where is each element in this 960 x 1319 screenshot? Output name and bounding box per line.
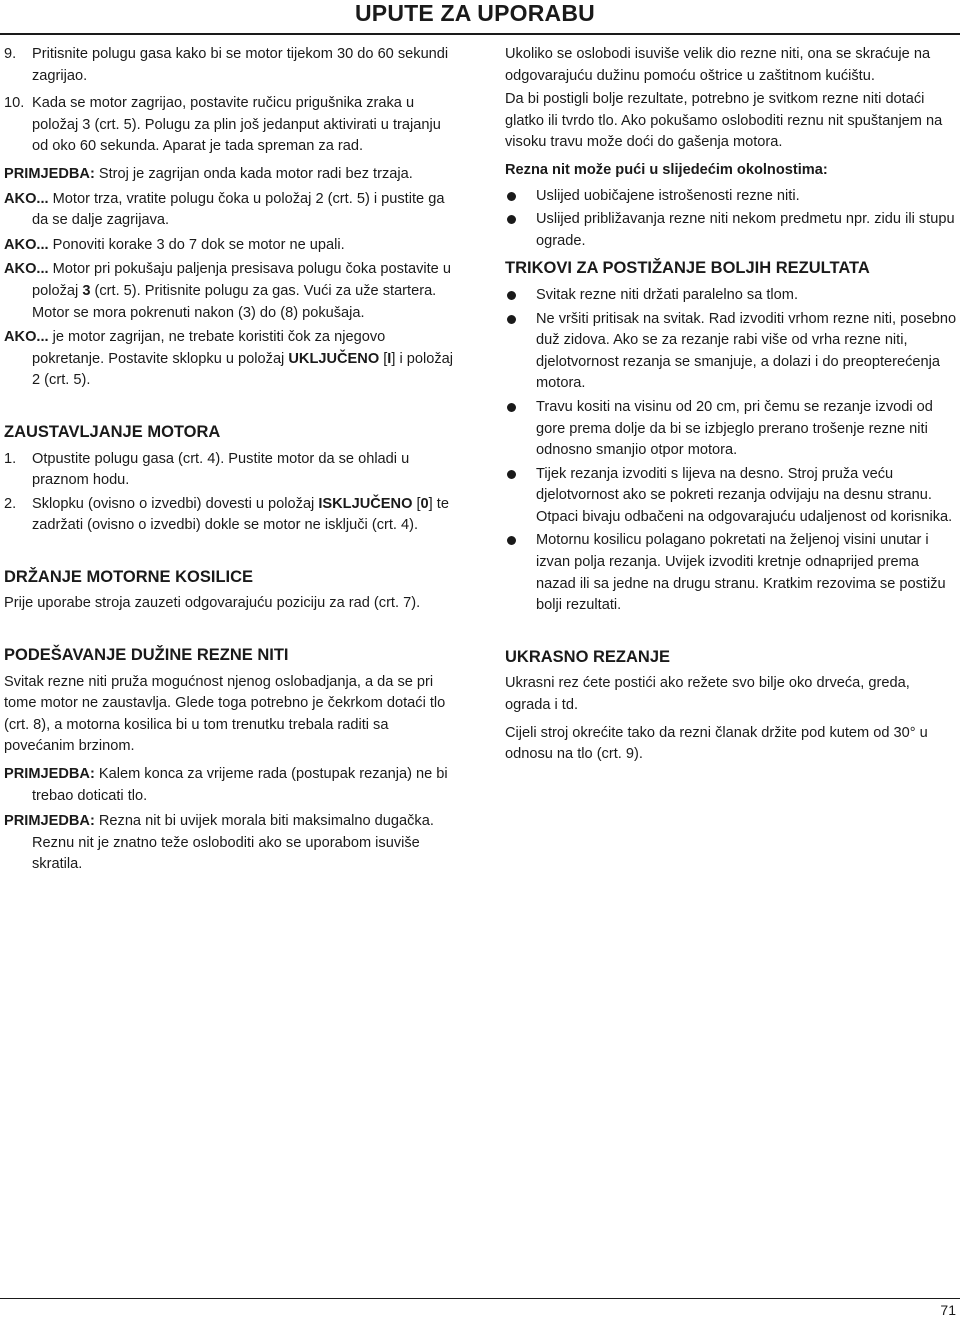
list-item — [505, 464, 957, 529]
list-item-text: Uslijed uobičajene istrošenosti rezne niti. — [536, 187, 800, 204]
list-item-text: Tijek rezanja izvoditi s lijeva na desno. Stroj pruža veću djelotvornost ako se pokreti rezanja odvijaju na desnu stranu. Otpaci bivaju odbačeni na odgovarajuću udaljenost od korisnika. — [536, 465, 953, 525]
bullet-icon — [507, 291, 516, 300]
note-warmed — [4, 164, 459, 186]
stop-step-1 — [4, 449, 459, 492]
ako-label: AKO... — [4, 261, 49, 278]
section-heading-stop: ZAUSTAVLJANJE MOTORA — [4, 422, 221, 441]
if-jerks — [4, 189, 459, 232]
if-warm — [4, 327, 459, 392]
ako-bold: UKLJUČENO — [288, 350, 380, 367]
section-heading-tips: TRIKOVI ZA POSTIŽANJE BOLJIH REZULTATA — [505, 259, 870, 278]
step-number: 10. — [4, 95, 25, 112]
if-not-start — [4, 235, 459, 257]
ako-bold: 3 — [82, 282, 91, 299]
header-divider — [0, 33, 960, 35]
ako-text: je motor zagrijan, ne trebate koristiti čok za njegovo pokretanje. Postavite sklopku u položaj — [32, 329, 386, 367]
step-9 — [4, 44, 459, 87]
list-item — [505, 397, 957, 462]
release-paragraph: Ukoliko se oslobodi isuviše velik dio rezne niti, ona se skraćuje na odgovarajuću dužinu pomoću oštrice u zaštitnom kućištu. — [505, 46, 931, 84]
deco-paragraph-1: Ukrasni rez ćete postići ako režete svo bilje oko drveća, greda, ograda i td. — [505, 675, 910, 714]
footer-divider — [0, 1298, 960, 1299]
step-text: Otpustite polugu gasa (crt. 4). Pustite motor da se ohladi u praznom hodu. — [32, 450, 410, 489]
section-heading-break: Rezna nit može pući u slijedećim okolnostima: — [505, 161, 828, 178]
ako-label: AKO... — [4, 190, 49, 207]
step-number: 1. — [4, 450, 17, 467]
adjust-note-1 — [4, 764, 459, 807]
list-item-text: Svitak rezne niti držati paralelno sa tlom. — [536, 286, 798, 303]
bullet-icon — [507, 470, 516, 479]
ako-text-3: ] i položaj 2 (crt. 5). — [32, 350, 453, 389]
page-number: 71 — [940, 1302, 956, 1318]
list-item-text: Uslijed približavanja rezne niti nekom predmetu npr. zidu ili stupu ograde. — [536, 211, 955, 249]
ako-label: AKO... — [4, 236, 49, 253]
right-column — [505, 44, 957, 768]
note-text: Rezna nit bi uvijek morala biti maksimalno dugačka. Reznu nit je znatno teže osloboditi ako se uporabom isuviše skratila. — [32, 813, 434, 873]
section-heading-deco: UKRASNO REZANJE — [505, 647, 671, 666]
ako-text: Motor pri pokušaju paljenja presisava polugu čoka postavite u položaj — [32, 261, 451, 299]
ako-text-2: (crt. 5). Pritisnite polugu za gas. Vući za uže startera. Motor se mora pokrenuti nakon (3) do (8) pokušaja. — [32, 282, 437, 321]
bullet-icon — [507, 215, 516, 224]
stop-step-2 — [4, 494, 459, 537]
step-text-2: [ — [412, 495, 421, 512]
deco-paragraph-2: Cijeli stroj okrećite tako da rezni članak držite pod kutem od 30° u odnosu na tlo (crt. 9). — [505, 724, 928, 763]
step-number: 9. — [4, 46, 17, 62]
list-item-text: Travu kositi na visinu od 20 cm, pri čemu se rezanje izvodi od gore prema dolje da bi se izbjeglo prerano trošenje rezne niti odnosno smanjio otpor motora. — [536, 398, 933, 459]
list-item-text: Ne vršiti pritisak na svitak. Rad izvoditi vrhom rezne niti, posebno duž zidova. Ako se za rezanje rabi više od vrha rezne niti, djelotvornost rezanja se smanjuje, a dolazi i do preopterećenja motora. — [536, 310, 957, 392]
step-10 — [4, 93, 459, 158]
tips-list — [505, 285, 957, 617]
section-heading-hold: DRŽANJE MOTORNE KOSILICE — [4, 567, 254, 586]
step-number: 2. — [4, 495, 17, 512]
step-text: Pritisnite polugu gasa kako bi se motor tijekom 30 do 60 sekundi zagrijao. — [32, 46, 449, 84]
step-text: Sklopku (ovisno o izvedbi) dovesti u položaj — [32, 495, 319, 512]
step-bold-2: 0 — [420, 495, 429, 512]
page-title: UPUTE ZA UPORABU — [354, 0, 595, 26]
ako-bold-2: I — [387, 350, 392, 367]
bullet-icon — [507, 403, 516, 412]
note-label: PRIMJEDBA: — [4, 165, 95, 182]
break-list — [505, 186, 957, 253]
adjust-text: Svitak rezne niti pruža mogućnost njenog oslobadjanja, a da se pri tome motor ne zaustavlja. Glede toga potrebno je čekrkom dotaći tlo (crt. 8), a motorna kosilica bi u tom trenutku trebala raditi sa povećanim brzinom. — [4, 673, 446, 755]
list-item — [505, 309, 957, 395]
results-paragraph: Da bi postigli bolje rezultate, potrebno je svitkom rezne niti dotaći glatko ili tvrdo tlo. Ako pokušamo osloboditi reznu nit spuštanjem na visoku travu može doći do gašenja motora. — [505, 91, 943, 151]
note-text: Stroj je zagrijan onda kada motor radi bez trzaja. — [94, 165, 413, 182]
step-text-3: ] te zadržati (ovisno o izvedbi) dokle se motor ne isključi (crt. 4). — [32, 495, 449, 534]
ako-text: Ponoviti korake 3 do 7 dok se motor ne upali. — [48, 236, 345, 253]
if-flooded — [4, 259, 459, 324]
bullet-icon — [507, 192, 516, 201]
adjust-note-2 — [4, 811, 459, 876]
step-bold: ISKLJUČENO — [318, 495, 413, 512]
list-item — [505, 285, 957, 307]
hold-text: Prije uporabe stroja zauzeti odgovarajuću poziciju za rad (crt. 7). — [4, 595, 421, 612]
list-item-text: Motornu kosilicu polagano pokretati na željenoj visini unutar i izvan polja rezanja. Uvijek izvoditi kretnje odnaprijed prema nazad ili sa jedne na drugu stranu. Kratkim rezovima se postižu bolji rezultati. — [536, 532, 946, 614]
section-heading-adjust: PODEŠAVANJE DUŽINE REZNE NITI — [4, 646, 289, 665]
ako-text-2: [ — [379, 350, 388, 367]
note-text: Kalem konca za vrijeme rada (postupak rezanja) ne bi trebao doticati tlo. — [32, 766, 448, 804]
left-column — [4, 44, 459, 878]
ako-text: Motor trza, vratite polugu čoka u položaj 2 (crt. 5) i pustite ga da se dalje zagrijava. — [32, 190, 445, 229]
step-text: Kada se motor zagrijao, postavite ručicu prigušnika zraka u položaj 3 (crt. 5). Polugu za plin još jedanput aktivirati u trajanju od oko 60 sekunda. Aparat je tada spreman za rad. — [32, 95, 441, 155]
ako-label: AKO... — [4, 329, 49, 346]
bullet-icon — [507, 315, 516, 324]
list-item — [505, 186, 957, 208]
list-item — [505, 209, 957, 252]
note-label: PRIMJEDBA: — [4, 813, 95, 830]
note-label: PRIMJEDBA: — [4, 766, 95, 783]
bullet-icon — [507, 536, 516, 545]
list-item — [505, 530, 957, 616]
